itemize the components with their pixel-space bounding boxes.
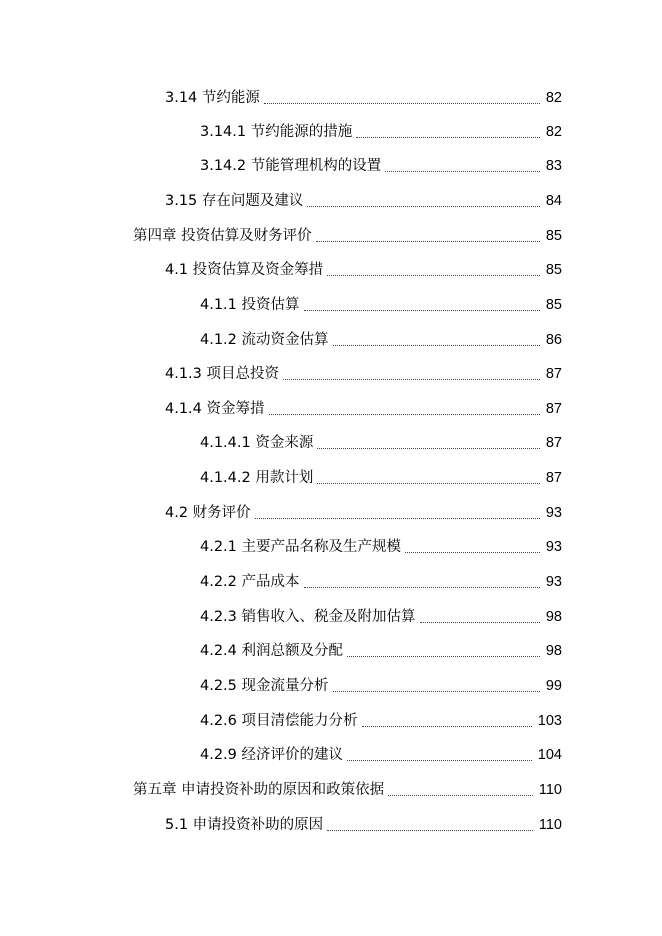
toc-entry[interactable] xyxy=(165,259,562,281)
toc-entry-label: 4.1.1 投资估算 xyxy=(200,297,300,313)
toc-entry-label: 3.14.1 节约能源的措施 xyxy=(200,124,353,140)
toc-entry-page: 86 xyxy=(545,332,562,348)
toc-entry-page: 93 xyxy=(545,574,562,590)
toc-entry[interactable] xyxy=(200,467,562,489)
toc-entry[interactable] xyxy=(200,675,562,697)
toc-entry-page: 103 xyxy=(537,713,562,729)
toc-entry[interactable] xyxy=(165,363,562,385)
toc-entry-label: 4.2.5 现金流量分析 xyxy=(200,678,329,694)
dot-leader xyxy=(304,586,540,588)
toc-entry[interactable] xyxy=(165,502,562,524)
toc-entry-page: 98 xyxy=(545,643,562,659)
toc-entry-label: 4.1.4.2 用款计划 xyxy=(200,470,314,486)
dot-leader xyxy=(347,655,540,657)
toc-entry-page: 87 xyxy=(545,470,562,486)
toc-entry-page: 87 xyxy=(545,435,562,451)
dot-leader xyxy=(316,240,540,242)
toc-entry-page: 93 xyxy=(545,505,562,521)
toc-entry[interactable] xyxy=(165,814,562,836)
dot-leader xyxy=(356,136,540,138)
dot-leader xyxy=(333,690,540,692)
toc-entry-page: 83 xyxy=(545,158,562,174)
toc-entry[interactable] xyxy=(200,432,562,454)
toc-entry[interactable] xyxy=(200,294,562,316)
toc-chapter-entry[interactable] xyxy=(133,225,562,247)
toc-entry[interactable] xyxy=(200,710,562,732)
dot-leader xyxy=(317,482,540,484)
toc-chapter-entry[interactable] xyxy=(133,779,562,801)
toc-entry-label: 4.2.3 销售收入、税金及附加估算 xyxy=(200,609,416,625)
dot-leader xyxy=(347,759,532,761)
toc-entry[interactable] xyxy=(165,398,562,420)
toc-entry-page: 82 xyxy=(545,90,562,106)
toc-entry[interactable] xyxy=(200,329,562,351)
dot-leader xyxy=(307,205,539,207)
dot-leader xyxy=(304,309,540,311)
dot-leader xyxy=(420,621,540,623)
dot-leader xyxy=(333,344,540,346)
toc-entry-label: 4.2.6 项目清偿能力分析 xyxy=(200,713,358,729)
toc-entry[interactable] xyxy=(200,744,562,766)
dot-leader xyxy=(264,102,540,104)
dot-leader xyxy=(388,794,533,796)
toc-entry[interactable] xyxy=(200,571,562,593)
toc-entry-page: 85 xyxy=(545,228,562,244)
toc-entry-page: 85 xyxy=(545,262,562,278)
toc-entry-label: 4.2.1 主要产品名称及生产规模 xyxy=(200,539,402,555)
toc-entry-label: 第五章 申请投资补助的原因和政策依据 xyxy=(133,782,385,798)
toc-entry-page: 104 xyxy=(537,747,562,763)
toc-entry[interactable] xyxy=(165,87,562,109)
toc-entry[interactable] xyxy=(165,190,562,212)
toc-entry-page: 110 xyxy=(538,817,562,833)
toc-entry-label: 3.14.2 节能管理机构的设置 xyxy=(200,158,382,174)
toc-entry-label: 4.1.3 项目总投资 xyxy=(165,366,280,382)
dot-leader xyxy=(385,170,540,172)
toc-entry-page: 110 xyxy=(538,782,562,798)
toc-entry[interactable] xyxy=(200,536,562,558)
toc-entry-page: 98 xyxy=(545,609,562,625)
toc-entry-page: 84 xyxy=(545,193,562,209)
dot-leader xyxy=(327,829,533,831)
dot-leader xyxy=(327,274,540,276)
toc-entry-label: 4.2.9 经济评价的建议 xyxy=(200,747,344,763)
toc-entry-label: 4.2 财务评价 xyxy=(165,505,251,521)
toc-entry-page: 85 xyxy=(545,297,562,313)
toc-entry[interactable] xyxy=(200,640,562,662)
toc-entry[interactable] xyxy=(200,606,562,628)
dot-leader xyxy=(255,517,540,519)
toc-entry-label: 4.2.4 利润总额及分配 xyxy=(200,643,344,659)
dot-leader xyxy=(362,725,532,727)
toc-entry-label: 5.1 申请投资补助的原因 xyxy=(165,817,324,833)
toc-entry-page: 87 xyxy=(545,401,562,417)
toc-entry-label: 4.1.4 资金筹措 xyxy=(165,401,265,417)
toc-entry-label: 4.1.2 流动资金估算 xyxy=(200,332,329,348)
toc-entry-label: 第四章 投资估算及财务评价 xyxy=(133,228,312,244)
toc-entry-page: 82 xyxy=(545,124,562,140)
toc-entry-page: 87 xyxy=(545,366,562,382)
dot-leader xyxy=(283,378,540,380)
toc-entry-label: 4.1.4.1 资金来源 xyxy=(200,435,314,451)
dot-leader xyxy=(405,551,540,553)
toc-entry-page: 99 xyxy=(545,678,562,694)
toc-entry[interactable] xyxy=(200,155,562,177)
toc-entry-label: 3.15 存在问题及建议 xyxy=(165,193,304,209)
toc-entry-label: 4.2.2 产品成本 xyxy=(200,574,300,590)
toc-entry-label: 3.14 节约能源 xyxy=(165,90,260,106)
dot-leader xyxy=(317,447,540,449)
toc-entry[interactable] xyxy=(200,121,562,143)
toc-entry-label: 4.1 投资估算及资金筹措 xyxy=(165,262,324,278)
dot-leader xyxy=(269,413,540,415)
toc-entry-page: 93 xyxy=(545,539,562,555)
